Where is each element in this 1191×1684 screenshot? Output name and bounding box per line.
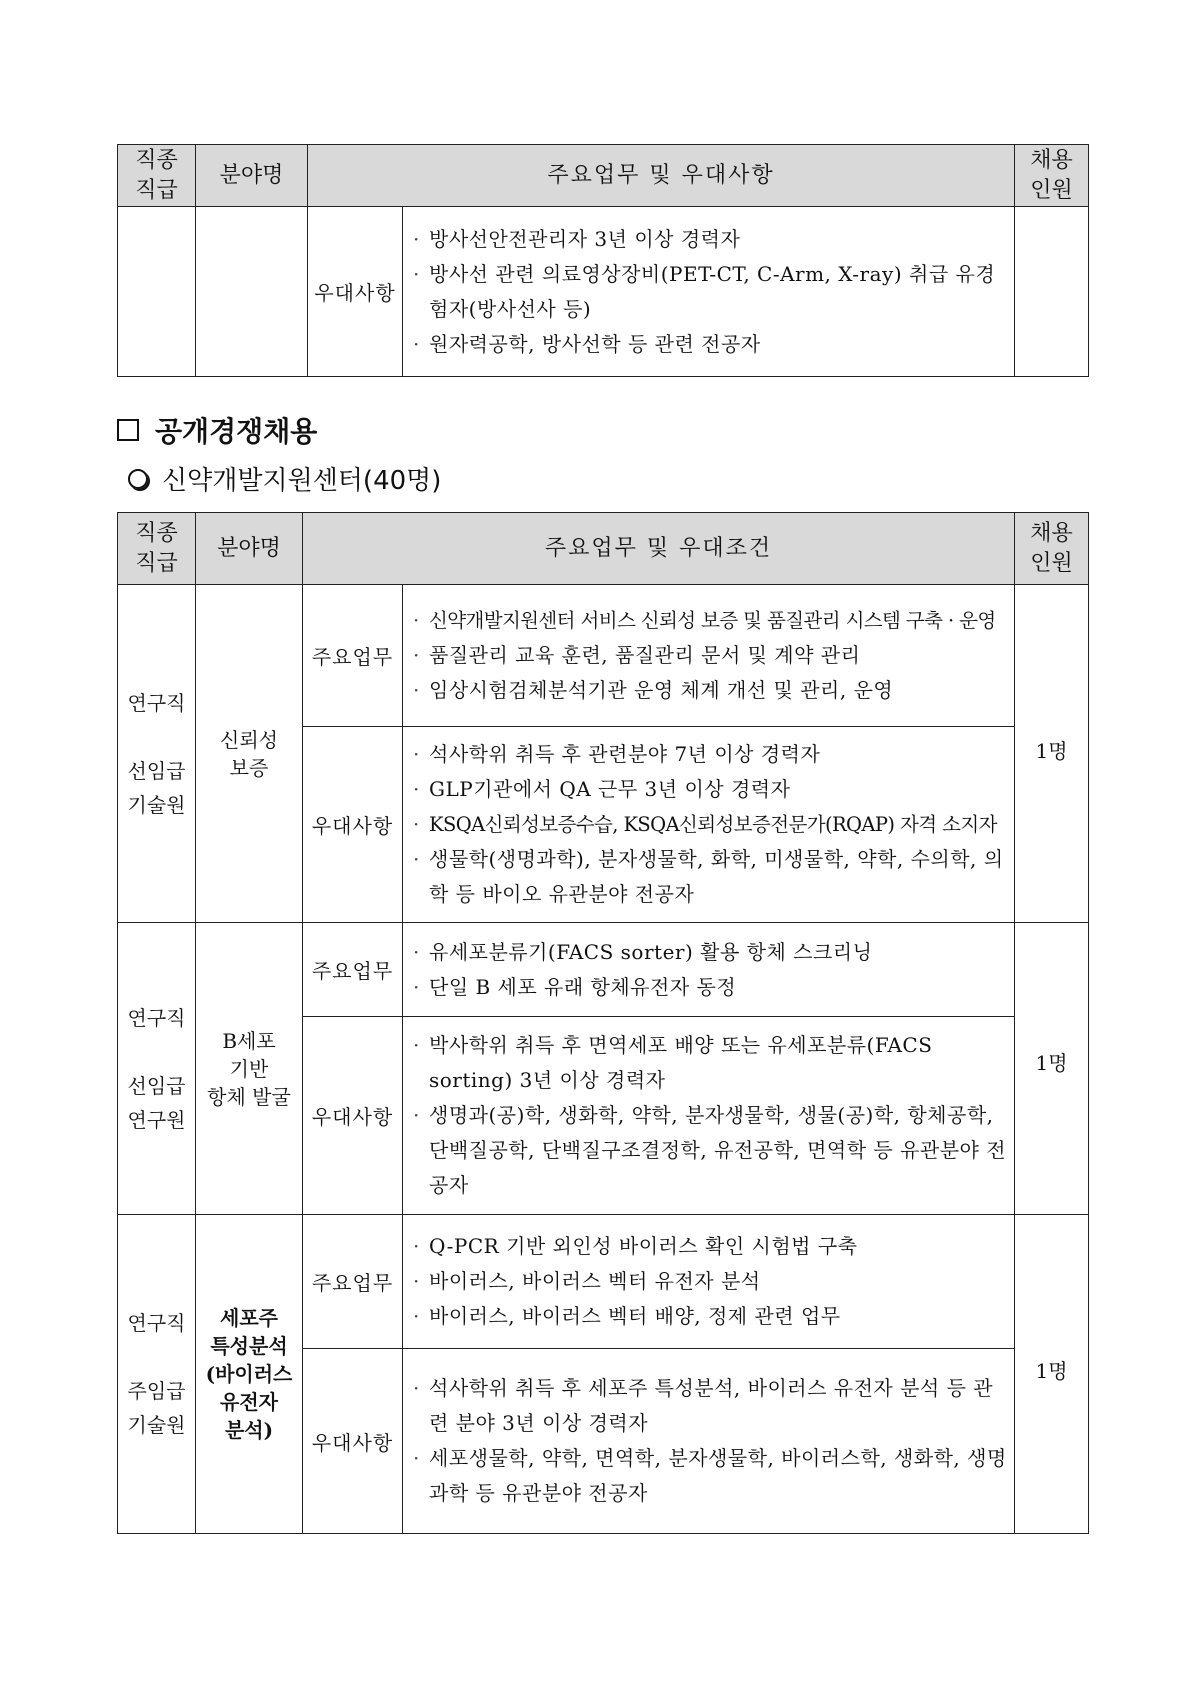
list-item: · 박사학위 취득 후 면역세포 배양 또는 유세포분류(FACS sorting) 3년 이상 경력자 bbox=[413, 1028, 1010, 1098]
checkbox-square-icon bbox=[117, 419, 139, 441]
list-item: · 석사학위 취득 후 세포주 특성분석, 바이러스 유전자 분석 등 관련 분야 3년 이상 경력자 bbox=[413, 1371, 1010, 1441]
headcount-cell bbox=[1015, 923, 1089, 1215]
list-item: · Q-PCR 기반 외인성 바이러스 확인 시험법 구축 bbox=[413, 1229, 1010, 1264]
field-cell: 세포주 특성분석 (바이러스 유전자 분석) bbox=[196, 1215, 303, 1534]
list-item: · 원자력공학, 방사선학 등 관련 전공자 bbox=[413, 327, 1010, 362]
header-duties: 주요업무 및 우대조건 bbox=[303, 513, 1015, 585]
header-job-grade: 직종 직급 bbox=[118, 145, 196, 207]
header-headcount: 채용 인원 bbox=[1015, 145, 1089, 207]
header-job-grade: 직종 직급 bbox=[118, 513, 196, 585]
table-row bbox=[118, 923, 1089, 1017]
table-row bbox=[118, 207, 1089, 377]
headcount-value: 1명 bbox=[1035, 1051, 1068, 1075]
field-cell bbox=[196, 207, 308, 377]
subsection-title: 신약개발지원센터(40명) bbox=[162, 466, 442, 496]
header-headcount: 채용 인원 bbox=[1015, 513, 1089, 585]
list-item: · 바이러스, 바이러스 벡터 배양, 정제 관련 업무 bbox=[413, 1299, 1010, 1334]
header-duties: 주요업무 및 우대사항 bbox=[308, 145, 1015, 207]
category-cell: 연구직 선임급 기술원 bbox=[118, 585, 196, 923]
headcount-value: 1명 bbox=[1035, 739, 1068, 763]
headcount-cell bbox=[1015, 1215, 1089, 1534]
header-field: 분야명 bbox=[196, 145, 308, 207]
preferences-list bbox=[403, 1017, 1015, 1215]
duties-list bbox=[403, 585, 1015, 727]
list-item: · 방사선안전관리자 3년 이상 경력자 bbox=[413, 222, 1010, 257]
table-continued bbox=[117, 144, 1089, 377]
field-cell: 신뢰성 보증 bbox=[196, 585, 303, 923]
list-item: · 세포생물학, 약학, 면역학, 분자생물학, 바이러스학, 생화학, 생명과학 등 유관분야 전공자 bbox=[413, 1441, 1010, 1511]
list-item: · GLP기관에서 QA 근무 3년 이상 경력자 bbox=[413, 772, 1010, 807]
list-item: · 단일 B 세포 유래 항체유전자 동정 bbox=[413, 970, 1010, 1005]
category-cell: 연구직 선임급 연구원 bbox=[118, 923, 196, 1215]
preferences-list bbox=[403, 727, 1015, 923]
list-item: · 생물학(생명과학), 분자생물학, 화학, 미생물학, 약학, 수의학, 의학 등 바이오 유관분야 전공자 bbox=[413, 842, 1010, 912]
table-header-row bbox=[118, 145, 1089, 207]
list-item: · 임상시험검체분석기관 운영 체계 개선 및 관리, 운영 bbox=[413, 673, 1010, 708]
list-item: · 방사선 관련 의료영상장비(PET-CT, C-Arm, X-ray) 취급 유경험자(방사선사 등) bbox=[413, 257, 1010, 327]
duties-label: 주요업무 bbox=[303, 923, 403, 1017]
duties-list bbox=[403, 1215, 1015, 1349]
table-row bbox=[118, 585, 1089, 727]
circle-bullet-icon bbox=[128, 469, 148, 489]
list-item: · 생명과(공)학, 생화학, 약학, 분자생물학, 생물(공)학, 항체공학, 단백질공학, 단백질구조결정학, 유전공학, 면역학 등 유관분야 전공자 bbox=[413, 1098, 1010, 1203]
list-item: · KSQA신뢰성보증수습, KSQA신뢰성보증전문가(RQAP) 자격 소지자 bbox=[413, 807, 1010, 842]
preferences-label: 우대사항 bbox=[303, 1349, 403, 1534]
section-title: 공개경쟁채용 bbox=[155, 415, 318, 448]
subsection-heading bbox=[128, 460, 441, 497]
preferences-list bbox=[403, 1349, 1015, 1534]
table-row bbox=[118, 1215, 1089, 1349]
preferences-label: 우대사항 bbox=[303, 727, 403, 923]
recruitment-table bbox=[117, 512, 1089, 1534]
list-item: · 품질관리 교육 훈련, 품질관리 문서 및 계약 관리 bbox=[413, 638, 1010, 673]
header-field: 분야명 bbox=[196, 513, 303, 585]
list-item: · 바이러스, 바이러스 벡터 유전자 분석 bbox=[413, 1264, 1010, 1299]
headcount-cell bbox=[1015, 585, 1089, 923]
section-heading bbox=[117, 410, 317, 450]
preferences-label: 우대사항 bbox=[308, 207, 403, 377]
preferences-list bbox=[403, 207, 1015, 377]
table-header-row bbox=[118, 513, 1089, 585]
headcount-value: 1명 bbox=[1035, 1359, 1068, 1383]
duties-label: 주요업무 bbox=[303, 1215, 403, 1349]
list-item: · 석사학위 취득 후 관련분야 7년 이상 경력자 bbox=[413, 737, 1010, 772]
list-item: · 신약개발지원센터 서비스 신뢰성 보증 및 품질관리 시스템 구축 · 운영 bbox=[413, 603, 1010, 638]
preferences-label: 우대사항 bbox=[303, 1017, 403, 1215]
field-cell: B세포 기반 항체 발굴 bbox=[196, 923, 303, 1215]
duties-list bbox=[403, 923, 1015, 1017]
category-cell bbox=[118, 207, 196, 377]
category-cell: 연구직 주임급 기술원 bbox=[118, 1215, 196, 1534]
list-item: · 유세포분류기(FACS sorter) 활용 항체 스크리닝 bbox=[413, 935, 1010, 970]
duties-label: 주요업무 bbox=[303, 585, 403, 727]
headcount-cell bbox=[1015, 207, 1089, 377]
